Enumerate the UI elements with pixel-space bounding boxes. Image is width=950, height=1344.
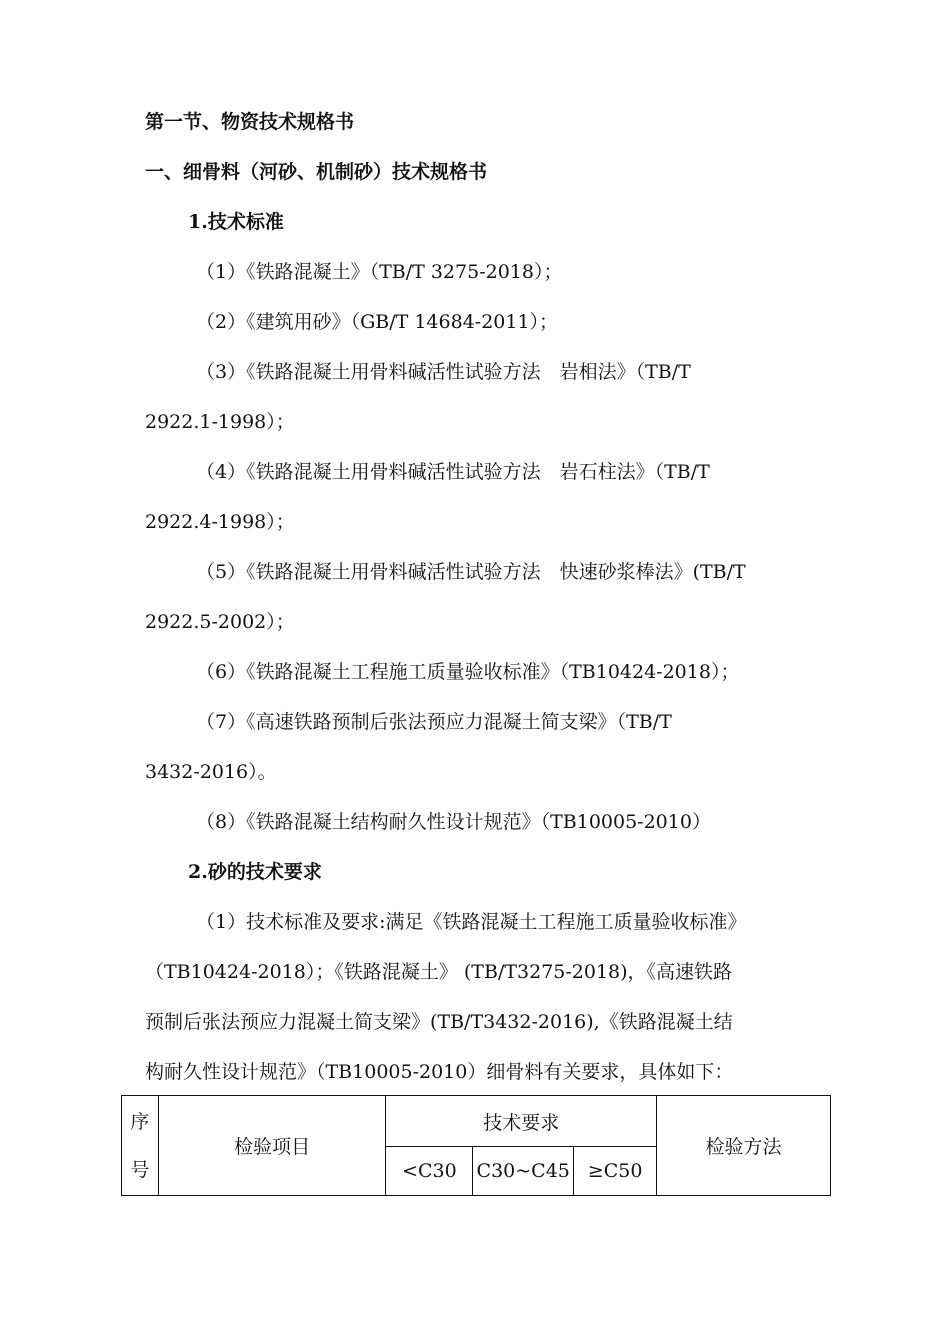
grade-header-cell: ≥C50 [574, 1147, 657, 1196]
paragraph-line: 预制后张法预应力混凝土简支梁》(TB/T3432-2016),《铁路混凝土结 [145, 1011, 733, 1033]
subsection-title-sand-requirements: 2.砂的技术要求 [188, 861, 322, 883]
standard-line: （4）《铁路混凝土用骨料碱活性试验方法 岩石柱法》（TB/T [196, 461, 710, 483]
chapter-title: 一、细骨料（河砂、机制砂）技术规格书 [145, 161, 488, 183]
grade-header-cell: <C30 [386, 1147, 473, 1196]
method-header-cell: 检验方法 [657, 1096, 831, 1196]
paragraph-line: （TB10424-2018）；《铁路混凝土》 (TB/T3275-2018)，《高速铁路 [145, 961, 733, 983]
standard-line-continuation: 2922.4-1998）； [145, 511, 295, 533]
paragraph-line: （1）技术标准及要求:满足《铁路混凝土工程施工质量验收标准》 [196, 911, 747, 933]
standard-line: （8）《铁路混凝土结构耐久性设计规范》（TB10005-2010） [196, 811, 711, 833]
table-header-row [122, 1096, 831, 1147]
standard-line-continuation: 2922.5-2002）； [145, 611, 295, 633]
seq-header-cell [122, 1096, 159, 1196]
seq-header-bottom: 号 [130, 1158, 150, 1181]
requirement-header-cell: 技术要求 [386, 1096, 657, 1147]
seq-header-top: 序 [130, 1110, 150, 1133]
paragraph-line: 构耐久性设计规范》（TB10005-2010）细骨料有关要求，具体如下： [145, 1061, 734, 1083]
standard-line-continuation: 3432-2016）。 [145, 761, 277, 783]
standard-line: （5）《铁路混凝土用骨料碱活性试验方法 快速砂浆棒法》(TB/T [196, 561, 746, 583]
section-title: 第一节、物资技术规格书 [145, 111, 355, 133]
standard-line: （2）《建筑用砂》（GB/T 14684-2011）； [196, 311, 559, 333]
standard-line: （6）《铁路混凝土工程施工质量验收标准》（TB10424-2018）； [196, 661, 740, 683]
subsection-title-standards: 1.技术标准 [188, 211, 284, 233]
standard-line-continuation: 2922.1-1998）； [145, 411, 295, 433]
item-header-cell: 检验项目 [158, 1096, 386, 1196]
standard-line: （3）《铁路混凝土用骨料碱活性试验方法 岩相法》（TB/T [196, 361, 691, 383]
standard-line: （1）《铁路混凝土》（TB/T 3275-2018）； [196, 261, 563, 283]
grade-header-cell: C30~C45 [473, 1147, 574, 1196]
sand-spec-table [121, 1095, 831, 1196]
standard-line: （7）《高速铁路预制后张法预应力混凝土简支梁》（TB/T [196, 711, 672, 733]
